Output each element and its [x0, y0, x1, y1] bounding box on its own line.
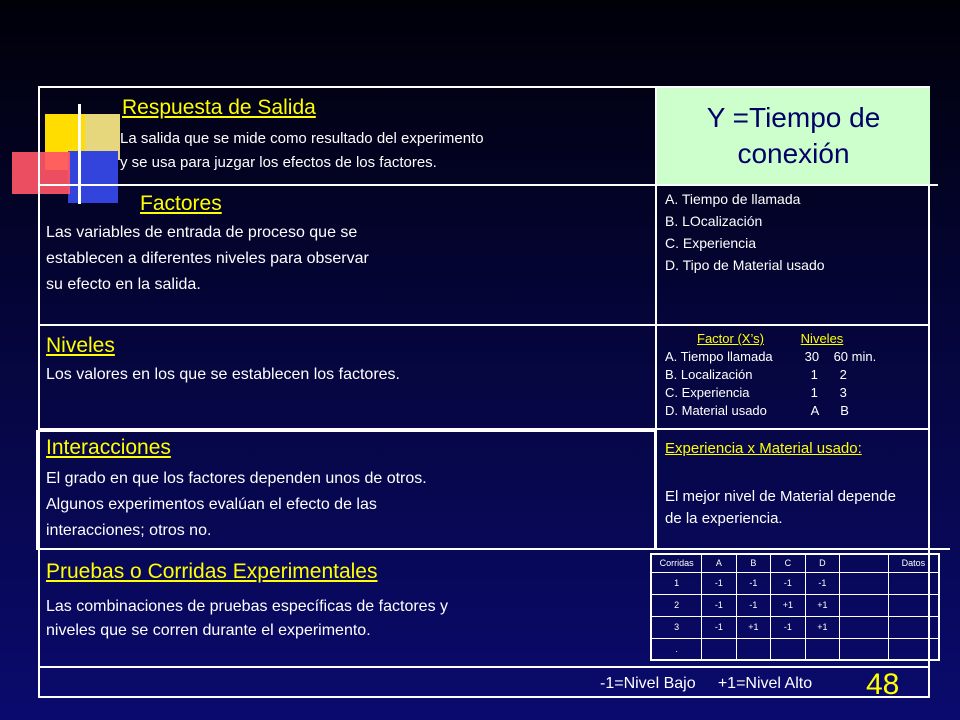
niveles-row	[665, 348, 876, 366]
niveles-header-levels: Niveles	[800, 331, 844, 346]
niveles-row-levels: 30 60 min.	[804, 349, 877, 364]
runs-header: C	[771, 554, 805, 572]
table-cell	[840, 594, 889, 616]
legend-note: -1=Nivel Bajo +1=Nivel Alto	[600, 675, 813, 692]
row-divider-5	[38, 666, 930, 668]
table-cell: -1	[702, 616, 736, 638]
table-cell	[888, 572, 939, 594]
table-row	[651, 572, 939, 594]
table-cell	[888, 638, 939, 660]
niveles-row	[665, 402, 876, 420]
niveles-row-levels: 1 2	[810, 367, 847, 382]
table-cell	[840, 638, 889, 660]
table-cell	[736, 638, 770, 660]
niveles-row-factor: B. Localización	[665, 367, 753, 382]
table-cell: +1	[805, 616, 839, 638]
factores-title-text: Factores	[140, 192, 222, 215]
pruebas-body-line2: niveles que se corren durante el experimento.	[46, 622, 371, 639]
interacciones-body-line3: interacciones; otros no.	[46, 522, 212, 539]
niveles-row-factor: A. Tiempo llamada	[665, 349, 773, 364]
table-cell: -1	[771, 572, 805, 594]
interacciones-example-body: El mejor nivel de Material depende de la experiencia.	[665, 488, 896, 527]
runs-header	[840, 554, 889, 572]
factores-list	[665, 188, 825, 276]
table-cell: +1	[736, 616, 770, 638]
table-cell: -1	[736, 572, 770, 594]
pruebas-body-line1: Las combinaciones de pruebas específicas de factores y	[46, 598, 449, 615]
row-divider-2	[38, 324, 930, 326]
niveles-table	[665, 330, 876, 420]
runs-header: Datos	[888, 554, 939, 572]
table-cell	[702, 638, 736, 660]
factores-title	[46, 192, 222, 216]
niveles-row-levels: 1 3	[810, 385, 847, 400]
niveles-row-factor: D. Material usado	[665, 403, 767, 418]
table-cell: 1	[651, 572, 702, 594]
table-cell	[840, 572, 889, 594]
table-cell: -1	[736, 594, 770, 616]
table-cell: +1	[805, 594, 839, 616]
interacciones-example-title: Experiencia x Material usado:	[665, 440, 862, 457]
niveles-title: Niveles	[46, 334, 115, 357]
table-row	[651, 594, 939, 616]
page-number: 48	[866, 668, 900, 701]
table-cell: 3	[651, 616, 702, 638]
factores-body-line3: su efecto en la salida.	[46, 276, 201, 293]
niveles-header-factor: Factor (X’s)	[697, 331, 764, 346]
table-cell: -1	[702, 572, 736, 594]
row-divider-1	[38, 184, 938, 186]
table-cell: -1	[771, 616, 805, 638]
niveles-row-levels: A B	[810, 403, 849, 418]
respuesta-title: Respuesta de Salida	[122, 96, 316, 119]
answer-box: Y =Tiempo de conexión	[657, 88, 930, 184]
runs-header-row	[651, 554, 939, 572]
factores-list-item: D. Tipo de Material usado	[665, 257, 825, 273]
factores-list-item: C. Experiencia	[665, 235, 757, 251]
table-cell	[805, 638, 839, 660]
respuesta-body-line2: y se usa para juzgar los efectos de los factores.	[120, 154, 437, 171]
table-cell	[888, 594, 939, 616]
pruebas-title: Pruebas o Corridas Experimentales	[46, 560, 378, 583]
factores-list-item: A. Tiempo de llamada	[665, 191, 801, 207]
interacciones-body-line1: El grado en que los factores dependen unos de otros.	[46, 470, 427, 487]
runs-header: Corridas	[651, 554, 702, 572]
table-cell	[840, 616, 889, 638]
table-cell: -1	[702, 594, 736, 616]
table-row	[651, 638, 939, 660]
table-cell: +1	[771, 594, 805, 616]
table-row	[651, 616, 939, 638]
runs-table	[650, 553, 940, 661]
niveles-row	[665, 366, 876, 384]
niveles-body: Los valores en los que se establecen los factores.	[46, 366, 400, 383]
runs-header: D	[805, 554, 839, 572]
table-cell	[771, 638, 805, 660]
table-cell: .	[651, 638, 702, 660]
respuesta-body-line1: La salida que se mide como resultado del experimento	[120, 130, 484, 147]
table-cell: -1	[805, 572, 839, 594]
factores-body-line1: Las variables de entrada de proceso que se	[46, 224, 358, 241]
runs-header: B	[736, 554, 770, 572]
interacciones-body-line2: Algunos experimentos evalúan el efecto de las	[46, 496, 377, 513]
table-cell	[888, 616, 939, 638]
niveles-row-factor: C. Experiencia	[665, 385, 750, 400]
runs-header: A	[702, 554, 736, 572]
niveles-row	[665, 384, 876, 402]
interacciones-title: Interacciones	[46, 436, 171, 459]
factores-list-item: B. LOcalización	[665, 213, 763, 229]
table-cell: 2	[651, 594, 702, 616]
factores-body-line2: establecen a diferentes niveles para observar	[46, 250, 369, 267]
